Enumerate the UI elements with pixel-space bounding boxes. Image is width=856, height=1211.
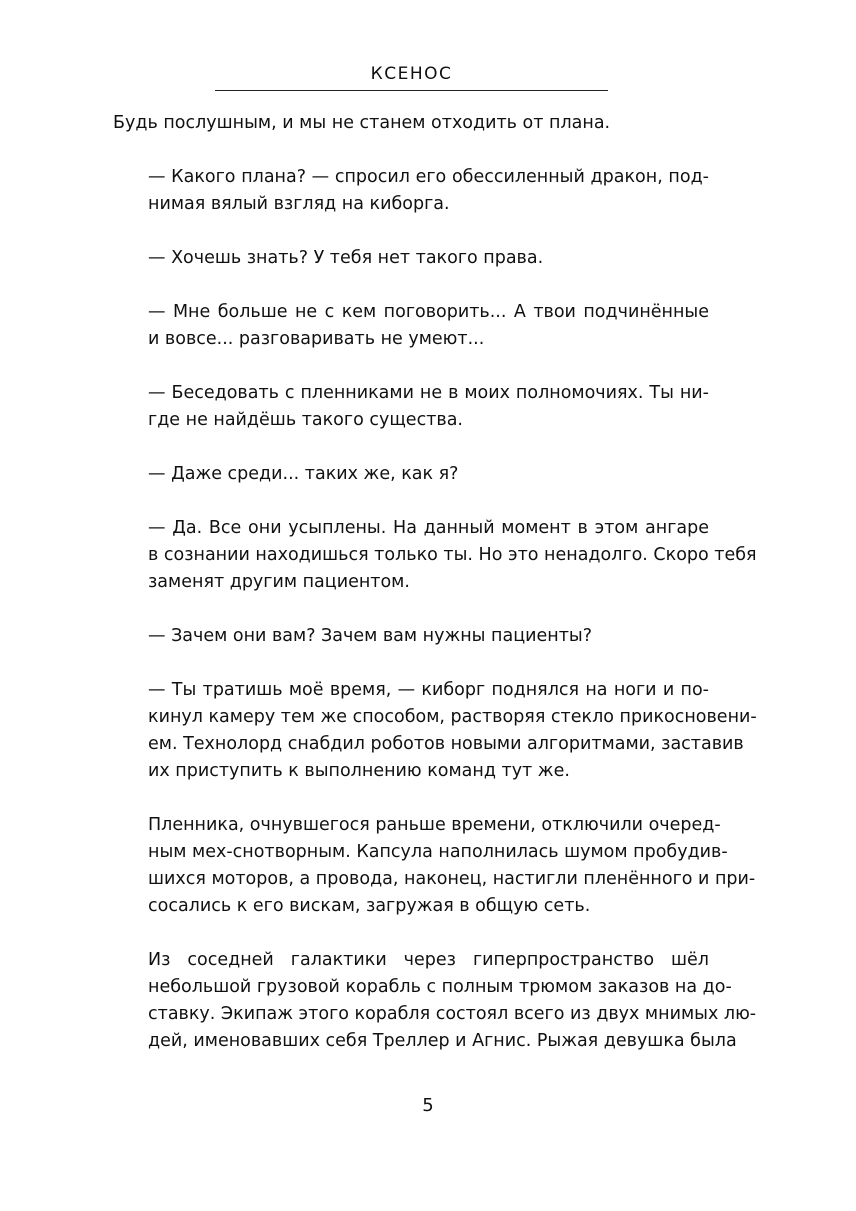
text-line: дей, именовавших себя Треллер и Агнис. Рыжая девушка была	[148, 1031, 737, 1051]
text-line: — Мне больше не с кем поговорить... А твои подчинённые	[148, 302, 709, 322]
text-line: Будь послушным, и мы не станем отходить от плана.	[113, 113, 611, 133]
text-line: кинул камеру тем же способом, растворяя стекло прикосновени-	[148, 707, 757, 727]
paragraph	[113, 164, 709, 218]
text-line: их приступить к выполнению команд тут же.	[148, 761, 570, 781]
text-line: ставку. Экипаж этого корабля состоял всего из двух мнимых лю-	[148, 1004, 757, 1024]
running-header-title: КСЕНОС	[370, 64, 453, 84]
text-line: ным мех-снотворным. Капсула наполнилась шумом пробудив-	[148, 842, 728, 862]
body-text	[113, 110, 757, 1082]
paragraph	[113, 677, 757, 785]
text-line: — Зачем они вам? Зачем вам нужны пациенты?	[148, 626, 593, 646]
text-line: где не найдёшь такого существа.	[148, 410, 463, 430]
paragraph	[113, 947, 757, 1055]
page-number: 5	[422, 1095, 434, 1116]
text-line: заменят другим пациентом.	[148, 572, 410, 592]
text-line: и вовсе... разговаривать не умеют...	[148, 329, 485, 349]
text-line: — Какого плана? — спросил его обессиленный дракон, под-	[148, 167, 709, 187]
text-line: Из соседней галактики через гиперпространство шёл	[148, 950, 709, 970]
text-line: сосались к его вискам, загружая в общую сеть.	[148, 896, 591, 916]
paragraph	[113, 515, 757, 596]
paragraph	[113, 380, 709, 434]
text-line: — Хочешь знать? У тебя нет такого права.	[148, 248, 544, 268]
paragraph	[113, 299, 709, 353]
paragraph	[113, 245, 709, 272]
text-line: — Ты тратишь моё время, — киборг поднялся на ноги и по-	[148, 680, 709, 700]
text-line: небольшой грузовой корабль с полным трюмом заказов на до-	[148, 977, 732, 997]
paragraph	[113, 110, 709, 137]
paragraph	[113, 623, 709, 650]
paragraph	[113, 812, 756, 920]
text-line: — Да. Все они усыплены. На данный момент в этом ангаре	[148, 518, 709, 538]
text-line: ем. Технолорд снабдил роботов новыми алгоритмами, заставив	[148, 734, 744, 754]
text-line: в сознании находишься только ты. Но это ненадолго. Скоро тебя	[148, 545, 757, 565]
paragraph	[113, 461, 709, 488]
text-line: Пленника, очнувшегося раньше времени, отключили очеред-	[148, 815, 721, 835]
text-line: шихся моторов, а провода, наконец, настигли пленённого и при-	[148, 869, 756, 889]
header-rule	[215, 90, 608, 91]
text-line: — Беседовать с пленниками не в моих полномочиях. Ты ни-	[148, 383, 709, 403]
text-line: нимая вялый взгляд на киборга.	[148, 194, 450, 214]
text-line: — Даже среди... таких же, как я?	[148, 464, 459, 484]
